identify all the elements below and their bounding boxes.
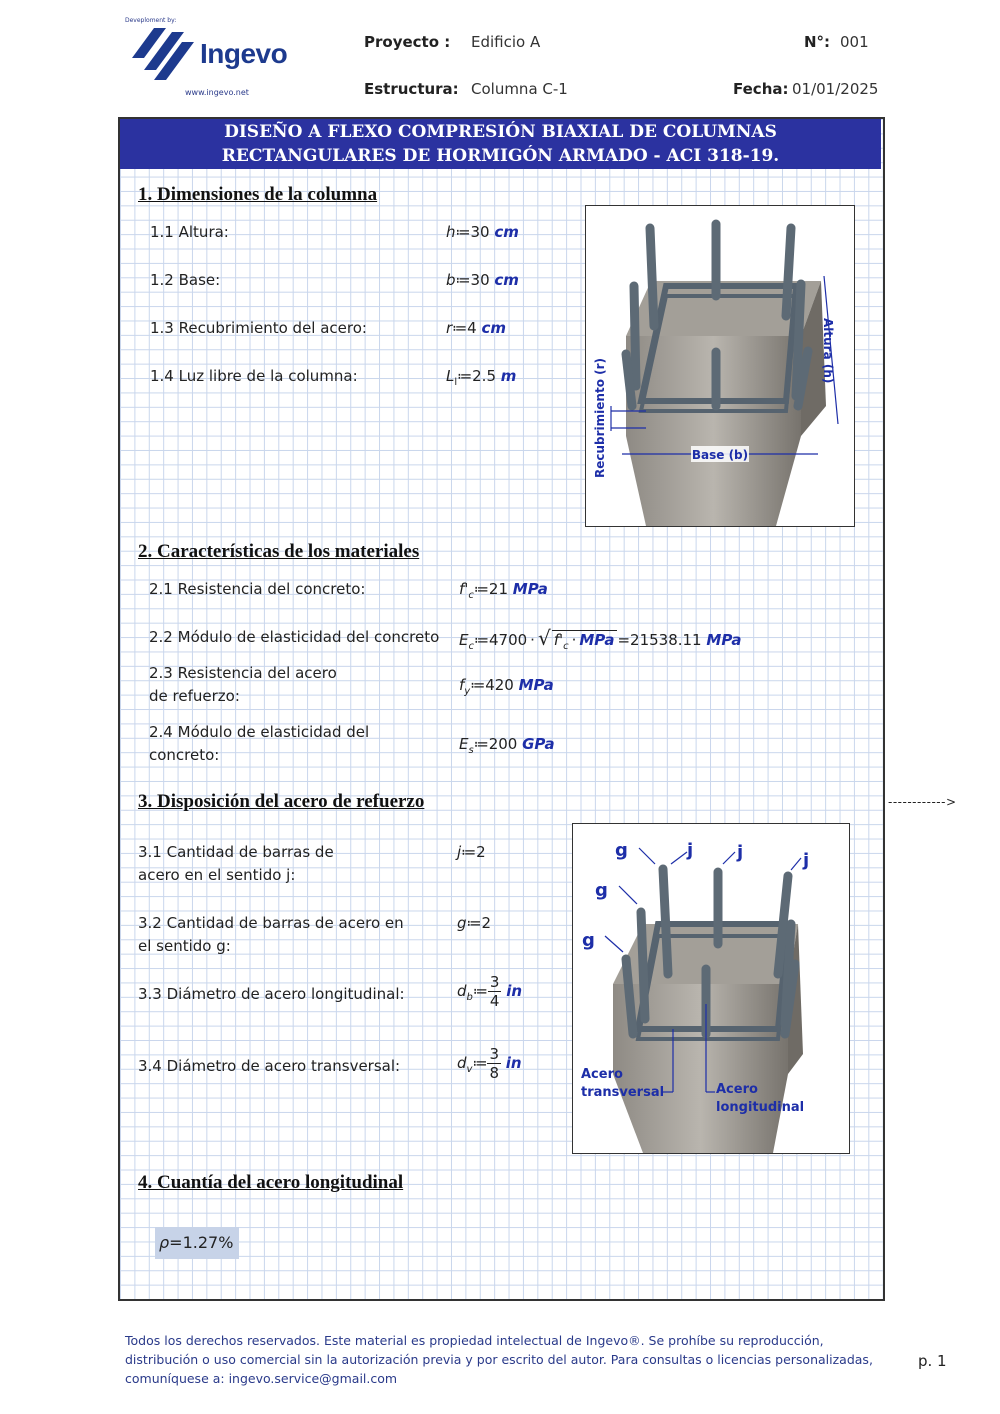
rho-symbol: ρ (159, 1233, 170, 1252)
label-j-2: j (737, 842, 744, 863)
column-dimensions-figure (585, 205, 855, 527)
es-label-line-1: 2.4 Módulo de elasticidad del (149, 723, 370, 741)
number-value: 001 (840, 33, 869, 51)
developed-by-text: Deveploment by: (125, 17, 177, 24)
section-1-heading: 1. Dimensiones de la columna (138, 184, 378, 205)
label-transversal-line-1: Acero (581, 1067, 623, 1082)
date-value: 01/01/2025 (792, 80, 879, 98)
j-label-line-2: acero en el sentido j: (138, 866, 296, 884)
footer-copyright: Todos los derechos reservados. Este material es propiedad intelectual de Ingevo®. Se prohíbe su reproducción, distribución o uso comercial sin la autorización previa y por escrito del autor. Para consultas o licencias personalizadas, comuníquese a: ingevo.service@gmail.com (125, 1333, 873, 1386)
dv-formula: $d_v≔$ $\frac{3}{8}$ in (457, 1045, 522, 1082)
reinforcement-figure (572, 823, 850, 1154)
j-formula: j≔2 (457, 843, 486, 861)
dim-label-base: 1.2 Base: (150, 271, 221, 289)
ec-formula: $E_c≔4700$ · √ $f'_c$ · MPa =21538.11 MPa (459, 626, 742, 652)
logo-url: www.ingevo.net (185, 88, 249, 97)
fy-formula: $f_y≔420$ MPa (459, 676, 554, 697)
g-label-line-1: 3.2 Cantidad de barras de acero en (138, 914, 404, 932)
title-line-1: DISEÑO A FLEXO COMPRESIÓN BIAXIAL DE COLUMNAS (224, 122, 777, 142)
label-g-1: g (615, 840, 628, 861)
label-g-2: g (595, 880, 608, 901)
dim-label-height: 1.1 Altura: (150, 223, 229, 241)
dv-label: 3.4 Diámetro de acero transversal: (138, 1057, 401, 1075)
fy-label-line-1: 2.3 Resistencia del acero (149, 664, 337, 682)
dim-label-length: 1.4 Luz libre de la columna: (150, 367, 358, 385)
es-formula: $E_s≔200$ GPa (459, 735, 555, 756)
ingevo-logo-icon (132, 28, 194, 84)
label-longitudinal-line-1: Acero (716, 1082, 758, 1097)
project-value: Edificio A (471, 33, 541, 51)
reinforcement-drawing (573, 824, 849, 1153)
section-2-heading: 2. Características de los materiales (138, 541, 420, 562)
number-label: N°: (804, 33, 831, 51)
es-label-line-2: concreto: (149, 746, 220, 764)
page-number: p. 1 (918, 1352, 947, 1370)
structure-value: Columna C-1 (471, 80, 568, 98)
dim-formula-length: $L_l≔2.5$ m (446, 367, 517, 388)
label-j-1: j (687, 840, 694, 861)
rho-value: 1.27% (182, 1233, 234, 1252)
dim-label-cover: 1.3 Recubrimiento del acero: (150, 319, 367, 337)
label-g-3: g (582, 930, 595, 951)
column-dimensions-drawing (586, 206, 854, 526)
label-j-3: j (803, 850, 810, 871)
j-label-line-1: 3.1 Cantidad de barras de (138, 843, 334, 861)
ec-label: 2.2 Módulo de elasticidad del concreto (149, 628, 440, 646)
label-transversal-line-2: transversal (581, 1085, 665, 1100)
g-formula: g≔2 (457, 914, 492, 932)
fy-label-line-2: de refuerzo: (149, 687, 240, 705)
db-formula: $d_b≔$ $\frac{3}{4}$ in (457, 973, 523, 1010)
db-label: 3.3 Diámetro de acero longitudinal: (138, 985, 405, 1003)
dim-formula-cover: r≔4 cm (446, 319, 507, 337)
continuation-arrow: ------------> (888, 795, 957, 809)
fc-label: 2.1 Resistencia del concreto: (149, 580, 366, 598)
title-line-2: RECTANGULARES DE HORMIGÓN ARMADO - ACI 318-19. (221, 146, 780, 166)
project-label: Proyecto : (364, 33, 451, 51)
section-4-heading: 4. Cuantía del acero longitudinal (138, 1172, 404, 1193)
date-label: Fecha: (733, 80, 789, 98)
label-longitudinal-line-2: longitudinal (716, 1100, 805, 1115)
rho-result: ρ=1.27% (155, 1227, 239, 1259)
label-height: Altura (h) (821, 318, 835, 384)
logo-name: Ingevo (200, 38, 288, 69)
structure-label: Estructura: (364, 80, 459, 98)
dim-formula-height: h≔30 cm (446, 223, 519, 241)
fc-formula: $f'_c≔21$ MPa (459, 580, 548, 601)
section-3-heading: 3. Disposición del acero de refuerzo (138, 791, 425, 812)
label-cover: Recubrimiento (r) (593, 358, 607, 478)
dim-formula-base: b≔30 cm (446, 271, 519, 289)
g-label-line-2: el sentido g: (138, 937, 231, 955)
label-base: Base (b) (691, 448, 749, 462)
title-bar (120, 119, 881, 169)
